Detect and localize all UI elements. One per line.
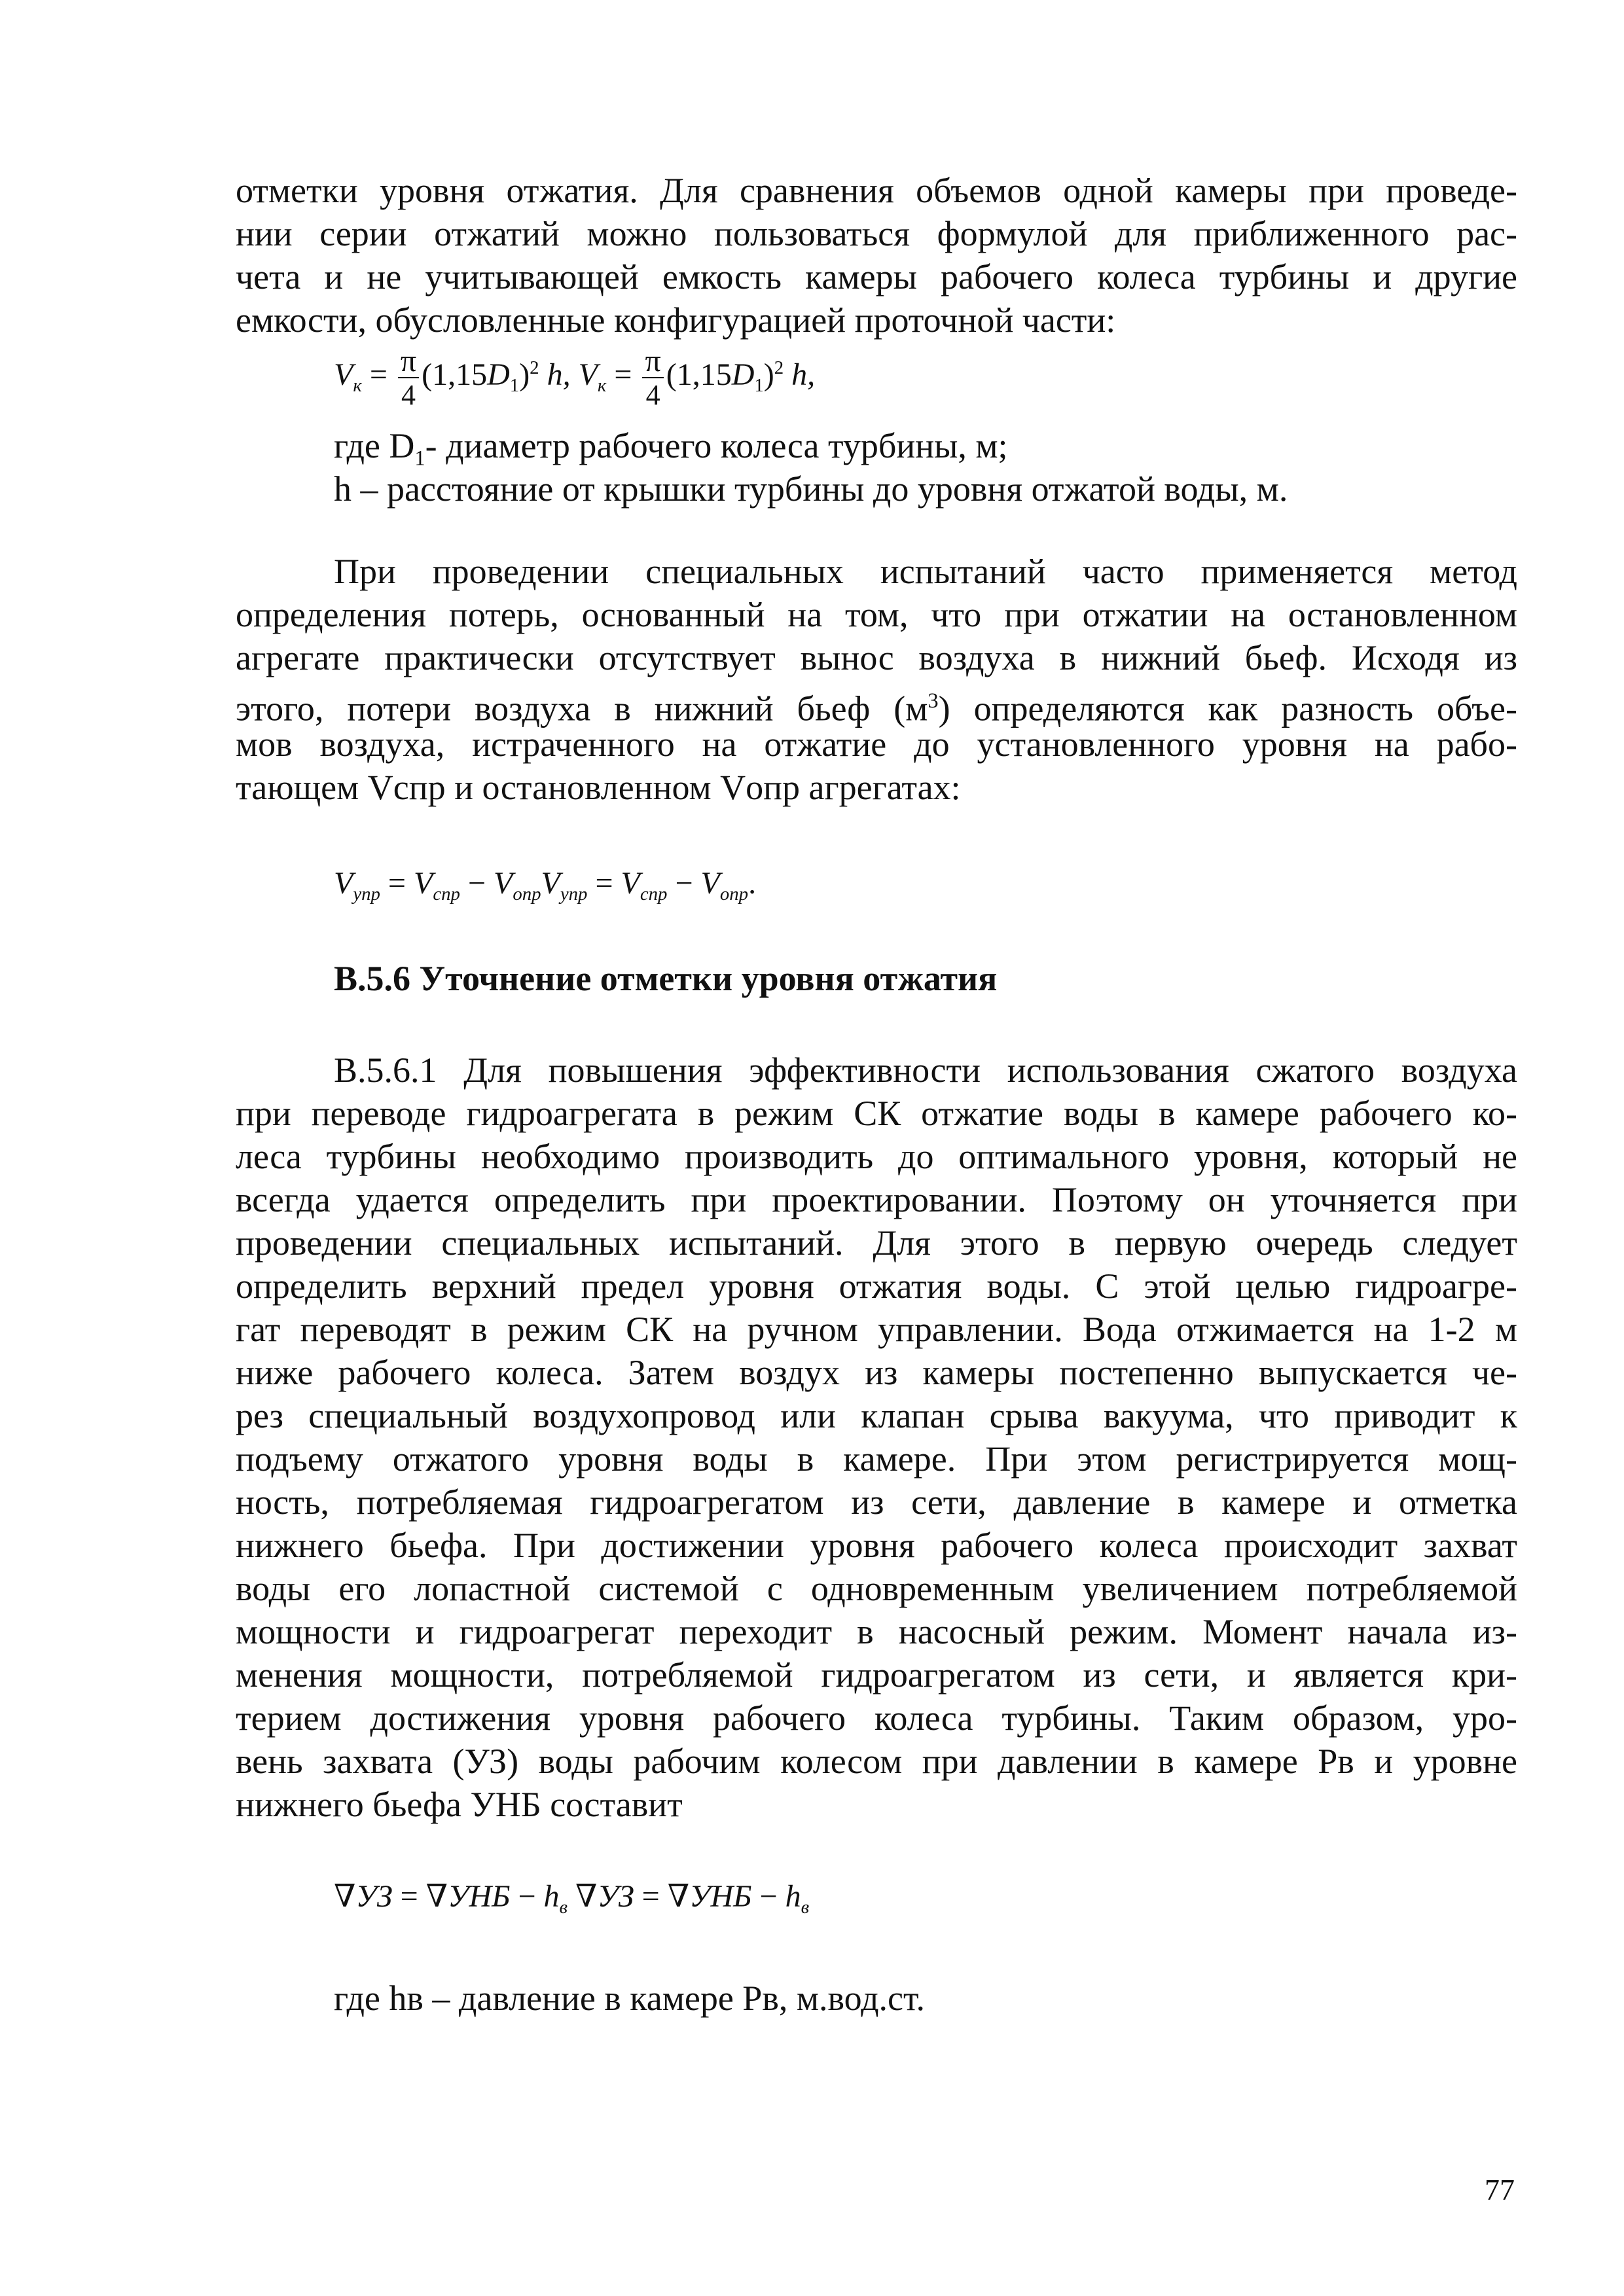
paragraph-3-line: терием достижения уровня рабочего колеса турбины. Таким образом, уро- [236,1698,1517,1738]
formula-capture-level: $\nabla УЗ = \nabla УНБ - h_в$ $\nabla УЗ = \nabla УНБ - h_в$ [334,1879,810,1918]
paragraph-3-line: рез специальный воздухопровод или клапан срыва вакуума, что приводит к [236,1396,1517,1435]
paragraph-3-line: определить верхний предел уровня отжатия воды. С этой целью гидроагре- [236,1266,1517,1306]
paragraph-3-line: мощности и гидроагрегат переходит в насосный режим. Момент начала из- [236,1612,1517,1651]
formula-explanation: где hв – давление в камере Рв, м.вод.ст. [334,1979,926,2018]
page-number: 77 [1485,2173,1515,2206]
formula-volume-chamber: $V_к$ = $\frac{\pi}{4}$ $(1,15D_1)^2$ h, $V_к$ = $\frac{\pi}{4}$ $(1,15D_1)^2$ h, [334,344,816,411]
formula-equals: = [614,357,632,393]
formula-fraction: $\frac{\pi}{4}$ [642,346,663,410]
paragraph-1-line: емкости, обусловленные конфигурацией проточной части: [236,300,1116,340]
paragraph-3-line: ниже рабочего колеса. Затем воздух из камеры постепенно выпускается че- [236,1353,1517,1392]
paragraph-3-line: проведении специальных испытаний. Для этого в первую очередь следует [236,1223,1517,1263]
paragraph-3-line: при переводе гидроагрегата в режим СК отжатие воды в камере рабочего ко- [236,1094,1517,1133]
paragraph-3-line: В.5.6.1 Для повышения эффективности использования сжатого воздуха [334,1050,1517,1090]
paragraph-2-line: этого, потери воздуха в нижний бьеф $(м^3)$ определяются как разность объе- [236,689,1517,728]
paragraph-3-line: нижнего бьефа. При достижении уровня рабочего колеса происходит захват [236,1526,1517,1565]
paragraph-3-line: всегда удается определить при проектировании. Поэтому он уточняется при [236,1180,1517,1219]
paragraph-3-line: ность, потребляемая гидроагрегатом из сети, давление в камере и отметка [236,1482,1517,1522]
paragraph-3-line: леса турбины необходимо производить до оптимального уровня, который не [236,1137,1517,1176]
paragraph-3-line: подъему отжатого уровня воды в камере. При этом регистрируется мощ- [236,1439,1517,1479]
paragraph-1-line: нии серии отжатий можно пользоваться формулой для приближенного рас- [236,214,1517,253]
section-heading: В.5.6 Уточнение отметки уровня отжатия [334,959,998,998]
formula-term: $V_к$ [578,357,607,397]
formula-equals: = [369,357,388,393]
paragraph-1-line: чета и не учитывающей емкость камеры рабочего колеса турбины и другие [236,257,1517,296]
paragraph-3-line: гат переводят в режим СК на ручном управлении. Вода отжимается на 1-2 м [236,1310,1517,1349]
formula-explanation: h – расстояние от крышки турбины до уровня отжатой воды, м. [334,469,1288,509]
formula-fraction: $\frac{\pi}{4}$ [398,346,419,410]
formula-term: $V_к$ [334,357,362,397]
formula-air-loss: $V_{упр} = V_{спр} - V_{опр}V_{упр} = V_{спр} - V_{опр}$. [334,866,757,905]
paragraph-2-line: агрегате практически отсутствует вынос воздуха в нижний бьеф. Исходя из [236,638,1517,677]
paragraph-2-line: мов воздуха, истраченного на отжатие до установленного уровня на рабо- [236,725,1517,764]
paragraph-1-line: отметки уровня отжатия. Для сравнения объемов одной камеры при проведе- [236,171,1517,210]
paragraph-3-line: нижнего бьефа УНБ составит [236,1785,683,1824]
paragraph-3-line: менения мощности, потребляемой гидроагрегатом из сети, и является кри- [236,1655,1517,1695]
paragraph-2-line: определения потерь, основанный на том, что при отжатии на остановленном [236,595,1517,634]
paragraph-3-line: воды его лопастной системой с одновременным увеличением потребляемой [236,1569,1517,1608]
formula-explanation: где $D_1-$ диаметр рабочего колеса турбины, м; [334,426,1008,471]
paragraph-2-line: При проведении специальных испытаний часто применяется метод [334,552,1517,591]
paragraph-3-line: вень захвата (УЗ) воды рабочим колесом при давлении в камере Рв и уровне [236,1742,1517,1781]
paragraph-2-line: тающем Vспр и остановленном Vопр агрегатах: [236,768,961,807]
